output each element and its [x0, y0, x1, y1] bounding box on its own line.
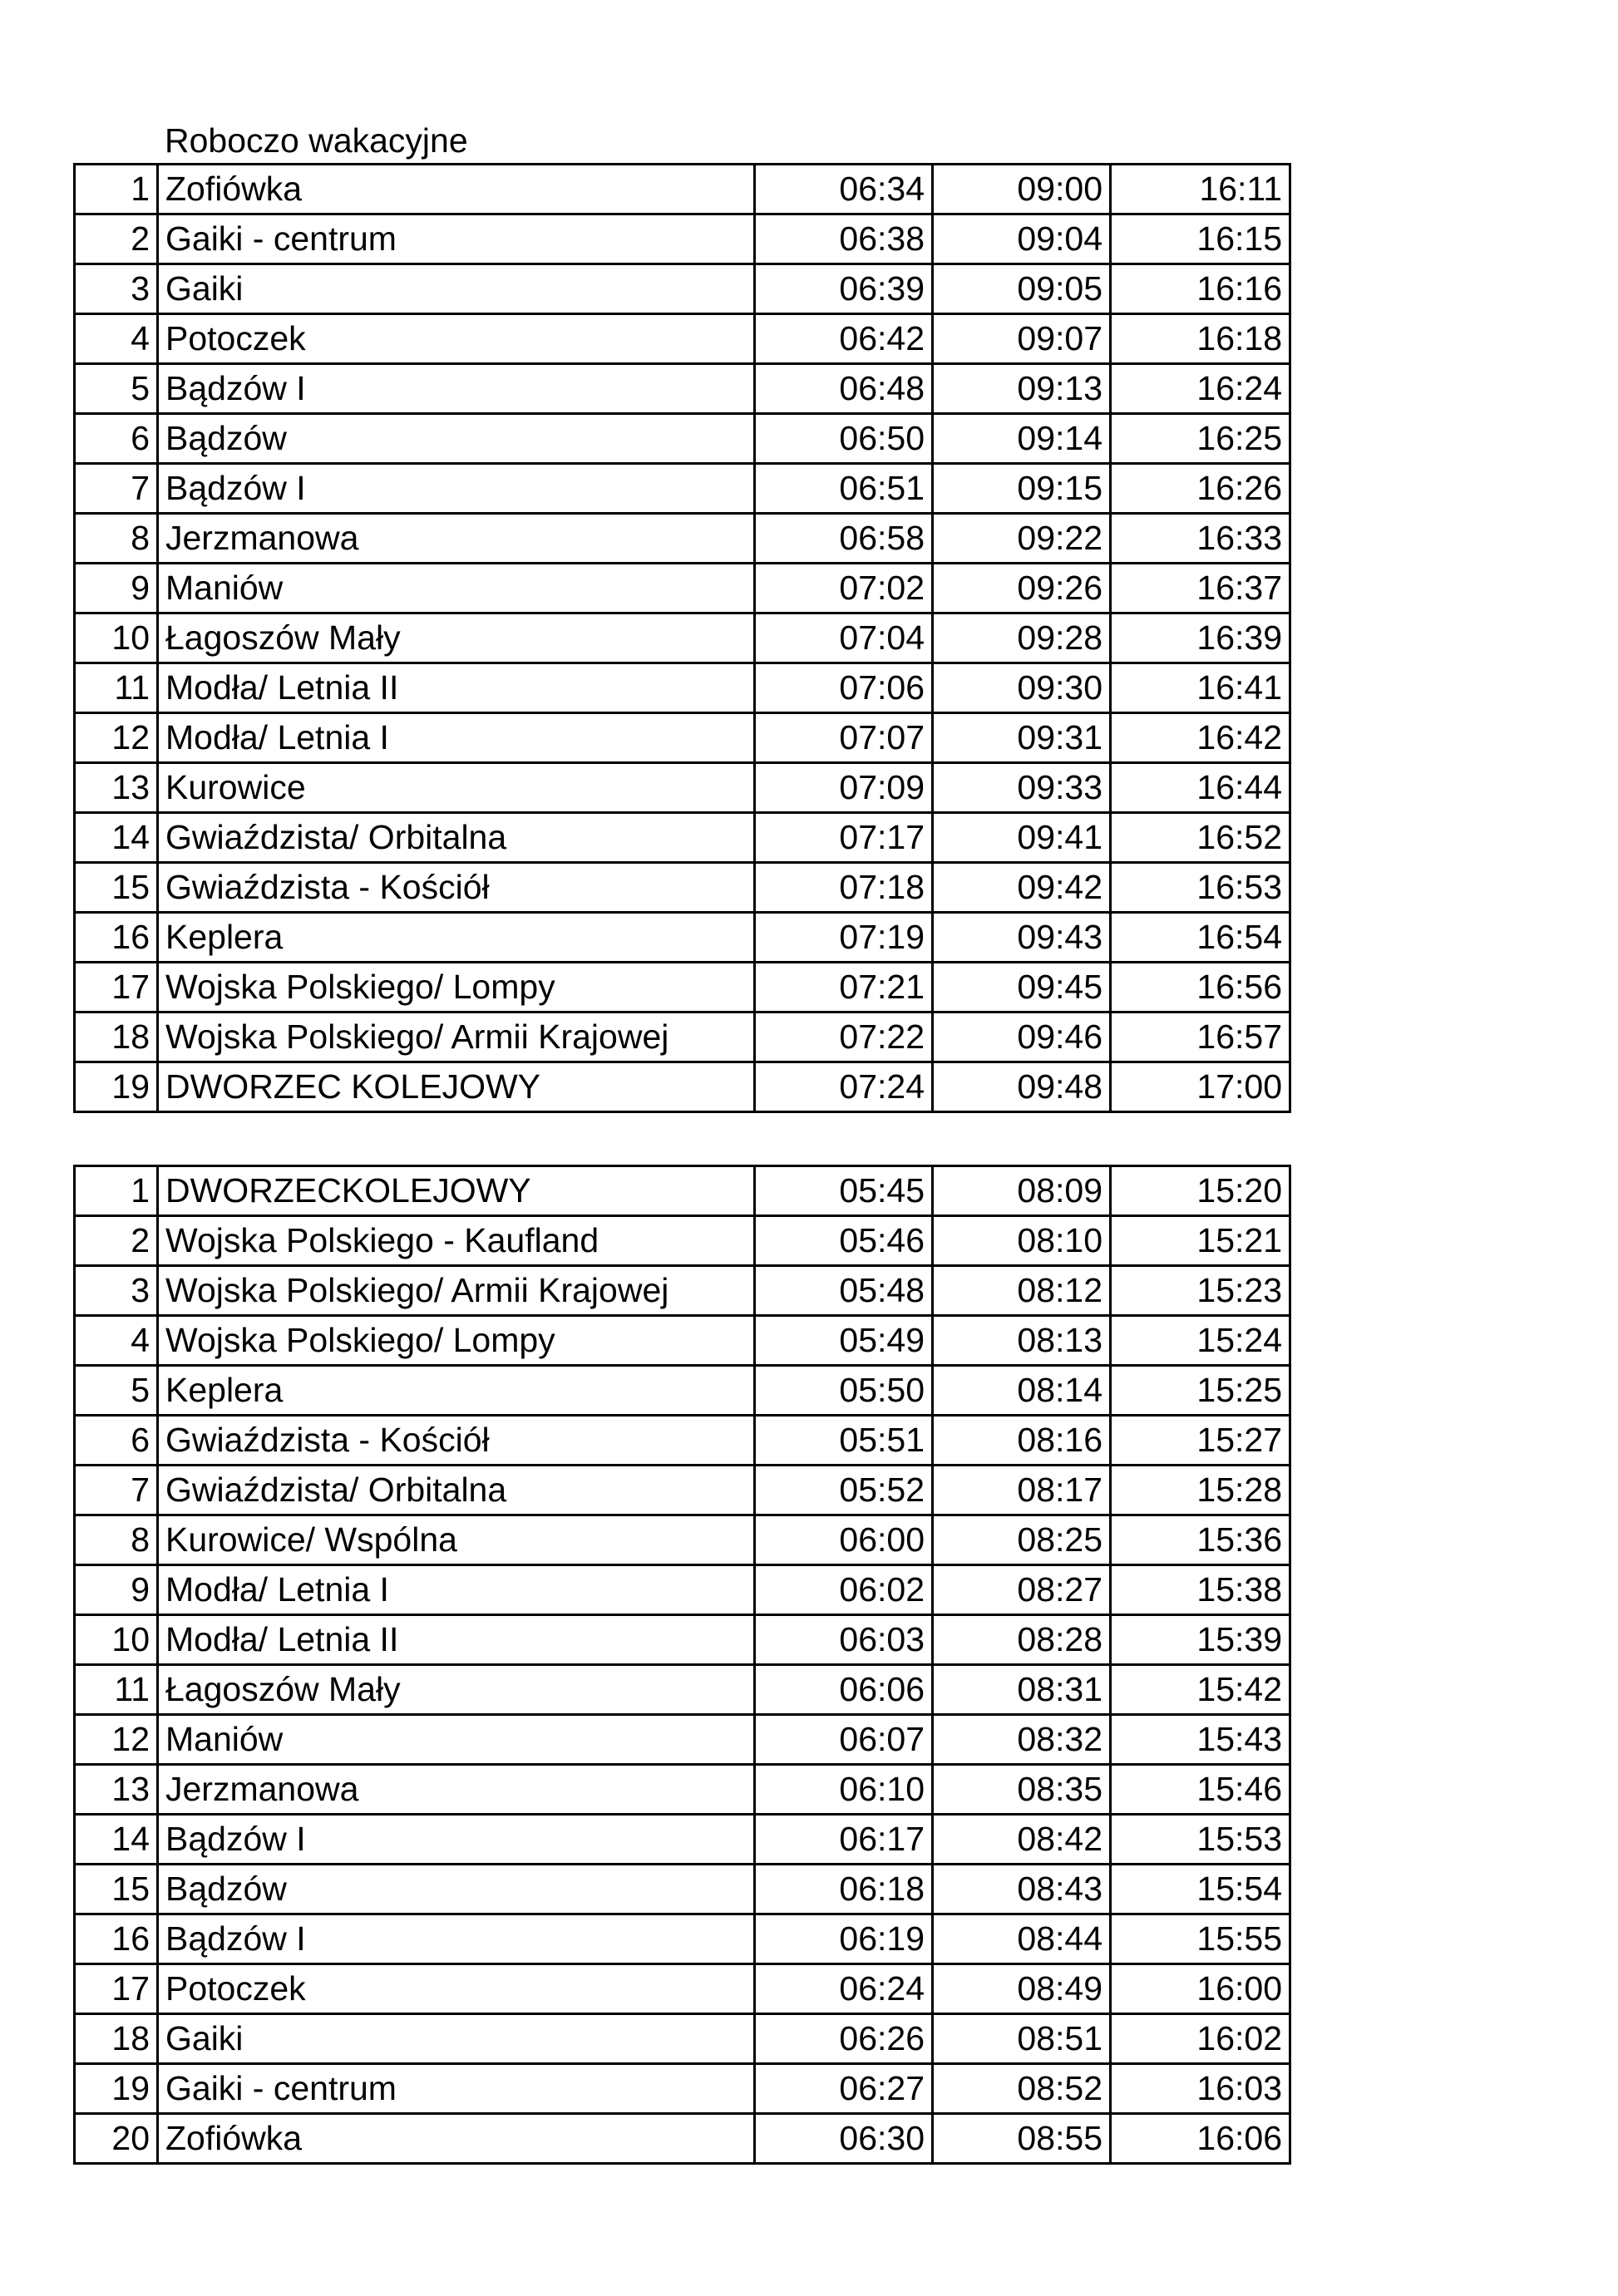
- departure-time-2: 09:28: [933, 613, 1111, 663]
- stop-number: 6: [75, 1416, 158, 1466]
- departure-time-3: 16:16: [1111, 264, 1290, 314]
- stop-number: 14: [75, 813, 158, 863]
- stop-number: 14: [75, 1815, 158, 1865]
- departure-time-3: 16:25: [1111, 414, 1290, 464]
- table-row: [75, 963, 1290, 1013]
- stop-number: 12: [75, 1715, 158, 1765]
- departure-time-2: 09:48: [933, 1062, 1111, 1112]
- table-row: [75, 214, 1290, 264]
- stop-name: Łagoszów Mały: [158, 613, 755, 663]
- departure-time-3: 16:06: [1111, 2114, 1290, 2164]
- stop-name: Kurowice/ Wspólna: [158, 1515, 755, 1565]
- stop-name: Wojska Polskiego/ Lompy: [158, 1316, 755, 1366]
- stop-number: 18: [75, 1013, 158, 1062]
- table-row: [75, 1416, 1290, 1466]
- departure-time-2: 08:55: [933, 2114, 1111, 2164]
- stop-number: 1: [75, 165, 158, 214]
- departure-time-1: 06:00: [755, 1515, 933, 1565]
- departure-time-1: 06:48: [755, 364, 933, 414]
- departure-time-1: 05:52: [755, 1466, 933, 1515]
- departure-time-3: 15:25: [1111, 1366, 1290, 1416]
- departure-time-2: 08:35: [933, 1765, 1111, 1815]
- stop-number: 2: [75, 214, 158, 264]
- stop-name: Zofiówka: [158, 2114, 755, 2164]
- stop-number: 7: [75, 464, 158, 514]
- stop-number: 15: [75, 863, 158, 913]
- table-row: [75, 1964, 1290, 2014]
- departure-time-1: 07:18: [755, 863, 933, 913]
- departure-time-2: 08:51: [933, 2014, 1111, 2064]
- stop-number: 16: [75, 913, 158, 963]
- departure-time-3: 15:36: [1111, 1515, 1290, 1565]
- departure-time-3: 16:53: [1111, 863, 1290, 913]
- departure-time-3: 15:53: [1111, 1815, 1290, 1865]
- departure-time-1: 06:10: [755, 1765, 933, 1815]
- stop-name: Bądzów I: [158, 464, 755, 514]
- departure-time-2: 08:43: [933, 1865, 1111, 1914]
- stop-name: Keplera: [158, 913, 755, 963]
- stop-number: 11: [75, 1665, 158, 1715]
- stop-number: 19: [75, 2064, 158, 2114]
- departure-time-2: 09:00: [933, 165, 1111, 214]
- departure-time-1: 05:46: [755, 1216, 933, 1266]
- table-row: [75, 1865, 1290, 1914]
- stop-number: 10: [75, 1615, 158, 1665]
- stop-name: Wojska Polskiego/ Lompy: [158, 963, 755, 1013]
- departure-time-2: 08:14: [933, 1366, 1111, 1416]
- departure-time-1: 05:48: [755, 1266, 933, 1316]
- departure-time-2: 08:12: [933, 1266, 1111, 1316]
- departure-time-1: 07:24: [755, 1062, 933, 1112]
- departure-time-1: 06:02: [755, 1565, 933, 1615]
- departure-time-3: 15:20: [1111, 1166, 1290, 1216]
- departure-time-3: 16:24: [1111, 364, 1290, 414]
- departure-time-2: 09:22: [933, 514, 1111, 564]
- stop-name: Modła/ Letnia II: [158, 1615, 755, 1665]
- departure-time-1: 05:45: [755, 1166, 933, 1216]
- stop-number: 9: [75, 1565, 158, 1615]
- departure-time-2: 09:14: [933, 414, 1111, 464]
- departure-time-2: 09:42: [933, 863, 1111, 913]
- departure-time-3: 16:33: [1111, 514, 1290, 564]
- departure-time-1: 06:06: [755, 1665, 933, 1715]
- departure-time-2: 08:16: [933, 1416, 1111, 1466]
- stop-number: 1: [75, 1166, 158, 1216]
- stop-name: Kurowice: [158, 763, 755, 813]
- stop-name: Łagoszów Mały: [158, 1665, 755, 1715]
- departure-time-3: 15:21: [1111, 1216, 1290, 1266]
- table-row: [75, 264, 1290, 314]
- stop-number: 17: [75, 963, 158, 1013]
- stop-name: Modła/ Letnia I: [158, 713, 755, 763]
- departure-time-2: 09:05: [933, 264, 1111, 314]
- stop-name: Gaiki - centrum: [158, 2064, 755, 2114]
- stop-name: Wojska Polskiego/ Armii Krajowej: [158, 1266, 755, 1316]
- table-row: [75, 1216, 1290, 1266]
- stop-name: Gwiaździsta - Kościół: [158, 1416, 755, 1466]
- table-row: [75, 1565, 1290, 1615]
- table-row: [75, 1815, 1290, 1865]
- stop-name: Bądzów I: [158, 364, 755, 414]
- departure-time-1: 06:38: [755, 214, 933, 264]
- departure-time-2: 09:04: [933, 214, 1111, 264]
- departure-time-3: 16:03: [1111, 2064, 1290, 2114]
- table-row: [75, 314, 1290, 364]
- stop-number: 5: [75, 1366, 158, 1416]
- departure-time-3: 17:00: [1111, 1062, 1290, 1112]
- departure-time-2: 08:10: [933, 1216, 1111, 1266]
- departure-time-1: 06:27: [755, 2064, 933, 2114]
- departure-time-3: 16:52: [1111, 813, 1290, 863]
- stop-number: 7: [75, 1466, 158, 1515]
- stop-name: DWORZEC KOLEJOWY: [158, 1062, 755, 1112]
- table-row: [75, 1615, 1290, 1665]
- table-row: [75, 514, 1290, 564]
- departure-time-1: 07:09: [755, 763, 933, 813]
- table-row: [75, 1166, 1290, 1216]
- table-row: [75, 1914, 1290, 1964]
- table-row: [75, 364, 1290, 414]
- stop-name: Jerzmanowa: [158, 514, 755, 564]
- page-title: Roboczo wakacyjne: [165, 121, 468, 160]
- departure-time-1: 06:03: [755, 1615, 933, 1665]
- stop-number: 16: [75, 1914, 158, 1964]
- departure-time-2: 08:09: [933, 1166, 1111, 1216]
- table-row: [75, 1316, 1290, 1366]
- departure-time-1: 07:02: [755, 564, 933, 613]
- departure-time-2: 08:49: [933, 1964, 1111, 2014]
- departure-time-2: 08:52: [933, 2064, 1111, 2114]
- departure-time-1: 05:51: [755, 1416, 933, 1466]
- departure-time-1: 07:17: [755, 813, 933, 863]
- departure-time-3: 15:27: [1111, 1416, 1290, 1466]
- stop-number: 5: [75, 364, 158, 414]
- departure-time-2: 09:07: [933, 314, 1111, 364]
- departure-time-2: 09:15: [933, 464, 1111, 514]
- table-row: [75, 813, 1290, 863]
- departure-time-1: 06:58: [755, 514, 933, 564]
- departure-time-1: 06:39: [755, 264, 933, 314]
- departure-time-2: 08:44: [933, 1914, 1111, 1964]
- departure-time-3: 15:38: [1111, 1565, 1290, 1615]
- stop-number: 6: [75, 414, 158, 464]
- stop-name: Keplera: [158, 1366, 755, 1416]
- table-row: [75, 414, 1290, 464]
- departure-time-1: 06:30: [755, 2114, 933, 2164]
- departure-time-3: 15:55: [1111, 1914, 1290, 1964]
- departure-time-2: 08:27: [933, 1565, 1111, 1615]
- departure-time-3: 16:15: [1111, 214, 1290, 264]
- departure-time-3: 15:54: [1111, 1865, 1290, 1914]
- departure-time-1: 06:42: [755, 314, 933, 364]
- stop-number: 12: [75, 713, 158, 763]
- departure-time-1: 06:18: [755, 1865, 933, 1914]
- departure-time-2: 08:25: [933, 1515, 1111, 1565]
- departure-time-2: 09:43: [933, 913, 1111, 963]
- table-row: [75, 1466, 1290, 1515]
- departure-time-1: 06:34: [755, 165, 933, 214]
- table-row: [75, 2014, 1290, 2064]
- departure-time-3: 16:37: [1111, 564, 1290, 613]
- table-row: [75, 1366, 1290, 1416]
- departure-time-2: 08:32: [933, 1715, 1111, 1765]
- departure-time-3: 16:39: [1111, 613, 1290, 663]
- departure-time-1: 06:26: [755, 2014, 933, 2064]
- departure-time-3: 16:54: [1111, 913, 1290, 963]
- departure-time-2: 09:45: [933, 963, 1111, 1013]
- stop-number: 8: [75, 1515, 158, 1565]
- stop-number: 2: [75, 1216, 158, 1266]
- departure-time-2: 09:26: [933, 564, 1111, 613]
- departure-time-2: 09:31: [933, 713, 1111, 763]
- stop-number: 4: [75, 314, 158, 364]
- stop-name: Gaiki: [158, 2014, 755, 2064]
- stop-name: Gwiaździsta - Kościół: [158, 863, 755, 913]
- stop-number: 9: [75, 564, 158, 613]
- departure-time-2: 08:42: [933, 1815, 1111, 1865]
- departure-time-1: 06:24: [755, 1964, 933, 2014]
- timetable-return: [73, 1165, 1291, 2165]
- departure-time-3: 16:11: [1111, 165, 1290, 214]
- departure-time-3: 16:18: [1111, 314, 1290, 364]
- stop-number: 4: [75, 1316, 158, 1366]
- departure-time-2: 08:17: [933, 1466, 1111, 1515]
- departure-time-3: 15:39: [1111, 1615, 1290, 1665]
- departure-time-3: 15:24: [1111, 1316, 1290, 1366]
- stop-name: Bądzów: [158, 1865, 755, 1914]
- stop-number: 11: [75, 663, 158, 713]
- departure-time-3: 16:44: [1111, 763, 1290, 813]
- stop-name: Modła/ Letnia II: [158, 663, 755, 713]
- table-row: [75, 1665, 1290, 1715]
- stop-name: Potoczek: [158, 314, 755, 364]
- departure-time-2: 08:28: [933, 1615, 1111, 1665]
- table-row: [75, 763, 1290, 813]
- stop-number: 8: [75, 514, 158, 564]
- departure-time-3: 16:42: [1111, 713, 1290, 763]
- stop-name: Gaiki: [158, 264, 755, 314]
- table-row: [75, 1266, 1290, 1316]
- departure-time-3: 15:42: [1111, 1665, 1290, 1715]
- departure-time-1: 06:51: [755, 464, 933, 514]
- departure-time-3: 16:00: [1111, 1964, 1290, 2014]
- stop-number: 15: [75, 1865, 158, 1914]
- departure-time-1: 07:19: [755, 913, 933, 963]
- stop-number: 10: [75, 613, 158, 663]
- departure-time-1: 07:07: [755, 713, 933, 763]
- stop-name: Zofiówka: [158, 165, 755, 214]
- stop-name: Gaiki - centrum: [158, 214, 755, 264]
- stop-name: Jerzmanowa: [158, 1765, 755, 1815]
- departure-time-1: 05:49: [755, 1316, 933, 1366]
- departure-time-1: 07:06: [755, 663, 933, 713]
- departure-time-2: 09:30: [933, 663, 1111, 713]
- stop-name: Wojska Polskiego - Kaufland: [158, 1216, 755, 1266]
- stop-name: Bądzów I: [158, 1815, 755, 1865]
- departure-time-1: 07:22: [755, 1013, 933, 1062]
- table-row: [75, 663, 1290, 713]
- stop-number: 20: [75, 2114, 158, 2164]
- stop-name: Maniów: [158, 564, 755, 613]
- table-row: [75, 1715, 1290, 1765]
- stop-number: 18: [75, 2014, 158, 2064]
- table-row: [75, 713, 1290, 763]
- table-row: [75, 464, 1290, 514]
- timetable-outbound: [73, 163, 1291, 1113]
- departure-time-3: 16:02: [1111, 2014, 1290, 2064]
- departure-time-3: 15:46: [1111, 1765, 1290, 1815]
- departure-time-2: 08:13: [933, 1316, 1111, 1366]
- departure-time-3: 15:28: [1111, 1466, 1290, 1515]
- stop-number: 19: [75, 1062, 158, 1112]
- table-row: [75, 1062, 1290, 1112]
- departure-time-3: 16:26: [1111, 464, 1290, 514]
- stop-name: Maniów: [158, 1715, 755, 1765]
- table-row: [75, 1515, 1290, 1565]
- table-row: [75, 1765, 1290, 1815]
- departure-time-3: 16:41: [1111, 663, 1290, 713]
- stop-name: DWORZECKOLEJOWY: [158, 1166, 755, 1216]
- stop-number: 3: [75, 1266, 158, 1316]
- stop-name: Modła/ Letnia I: [158, 1565, 755, 1615]
- departure-time-1: 06:17: [755, 1815, 933, 1865]
- departure-time-2: 09:41: [933, 813, 1111, 863]
- stop-name: Gwiaździsta/ Orbitalna: [158, 1466, 755, 1515]
- table-row: [75, 2064, 1290, 2114]
- table-row: [75, 863, 1290, 913]
- departure-time-2: 09:13: [933, 364, 1111, 414]
- stop-number: 13: [75, 763, 158, 813]
- departure-time-1: 06:19: [755, 1914, 933, 1964]
- stop-number: 13: [75, 1765, 158, 1815]
- departure-time-3: 15:43: [1111, 1715, 1290, 1765]
- departure-time-3: 16:57: [1111, 1013, 1290, 1062]
- departure-time-2: 09:33: [933, 763, 1111, 813]
- departure-time-2: 09:46: [933, 1013, 1111, 1062]
- departure-time-1: 06:50: [755, 414, 933, 464]
- departure-time-1: 06:07: [755, 1715, 933, 1765]
- departure-time-1: 05:50: [755, 1366, 933, 1416]
- table-row: [75, 1013, 1290, 1062]
- stop-number: 3: [75, 264, 158, 314]
- stop-name: Potoczek: [158, 1964, 755, 2014]
- departure-time-1: 07:04: [755, 613, 933, 663]
- departure-time-3: 16:56: [1111, 963, 1290, 1013]
- departure-time-2: 08:31: [933, 1665, 1111, 1715]
- stop-number: 17: [75, 1964, 158, 2014]
- table-row: [75, 564, 1290, 613]
- departure-time-3: 15:23: [1111, 1266, 1290, 1316]
- table-row: [75, 2114, 1290, 2164]
- stop-name: Wojska Polskiego/ Armii Krajowej: [158, 1013, 755, 1062]
- stop-name: Gwiaździsta/ Orbitalna: [158, 813, 755, 863]
- table-row: [75, 165, 1290, 214]
- stop-name: Bądzów I: [158, 1914, 755, 1964]
- departure-time-1: 07:21: [755, 963, 933, 1013]
- table-row: [75, 913, 1290, 963]
- stop-name: Bądzów: [158, 414, 755, 464]
- table-row: [75, 613, 1290, 663]
